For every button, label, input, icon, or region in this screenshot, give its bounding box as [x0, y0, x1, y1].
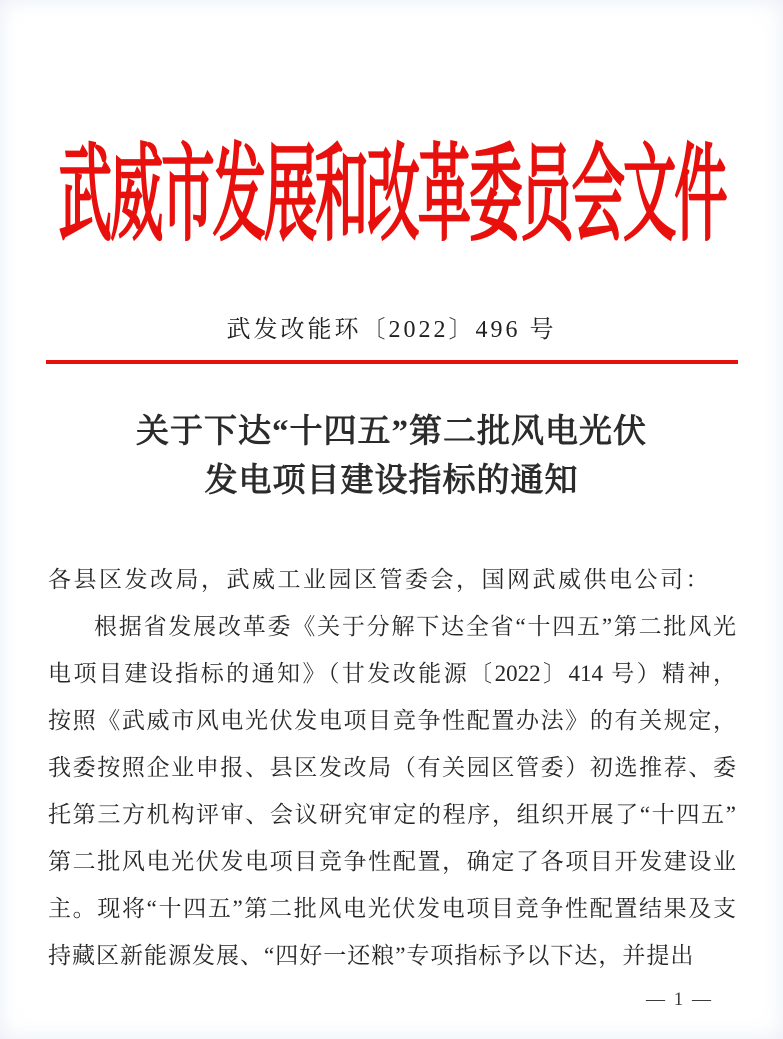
- body-line: 持藏区新能源发展、“四好一还粮”专项指标予以下达，并提出: [48, 943, 695, 968]
- document-number: 武发改能环〔2022〕496 号: [226, 317, 557, 343]
- body-line-salutation: 各县区发改局，武威工业园区管委会，国网武威供电公司：: [48, 567, 711, 592]
- document-title: [0, 408, 783, 506]
- body-line: 电项目建设指标的通知》（甘发改能源〔2022〕414 号）精神，: [48, 661, 736, 686]
- red-masthead: [0, 138, 783, 254]
- masthead-title: 武威市发展和改革委员会文件: [58, 137, 725, 255]
- body-line: 第二批风电光伏发电项目竞争性配置，确定了各项目开发建设业: [48, 849, 736, 874]
- document-title-line1: 关于下达“十四五”第二批风电光伏: [136, 414, 647, 450]
- body-line: 主。现将“十四五”第二批风电光伏发电项目竞争性配置结果及支: [48, 896, 736, 921]
- page-number: — 1 —: [646, 989, 713, 1010]
- body-line: 按照《武威市风电光伏发电项目竞争性配置办法》的有关规定，: [48, 708, 736, 733]
- body-line: 我委按照企业申报、县区发改局（有关园区管委）初选推荐、委: [48, 755, 736, 780]
- document-title-line2: 发电项目建设指标的通知: [204, 463, 579, 499]
- body-line: 托第三方机构评审、会议研究审定的程序，组织开展了“十四五”: [48, 802, 736, 827]
- red-divider-line: [46, 360, 738, 364]
- body-line: 根据省发展改革委《关于分解下达全省“十四五”第二批风光: [94, 614, 736, 639]
- document-body: [48, 556, 736, 979]
